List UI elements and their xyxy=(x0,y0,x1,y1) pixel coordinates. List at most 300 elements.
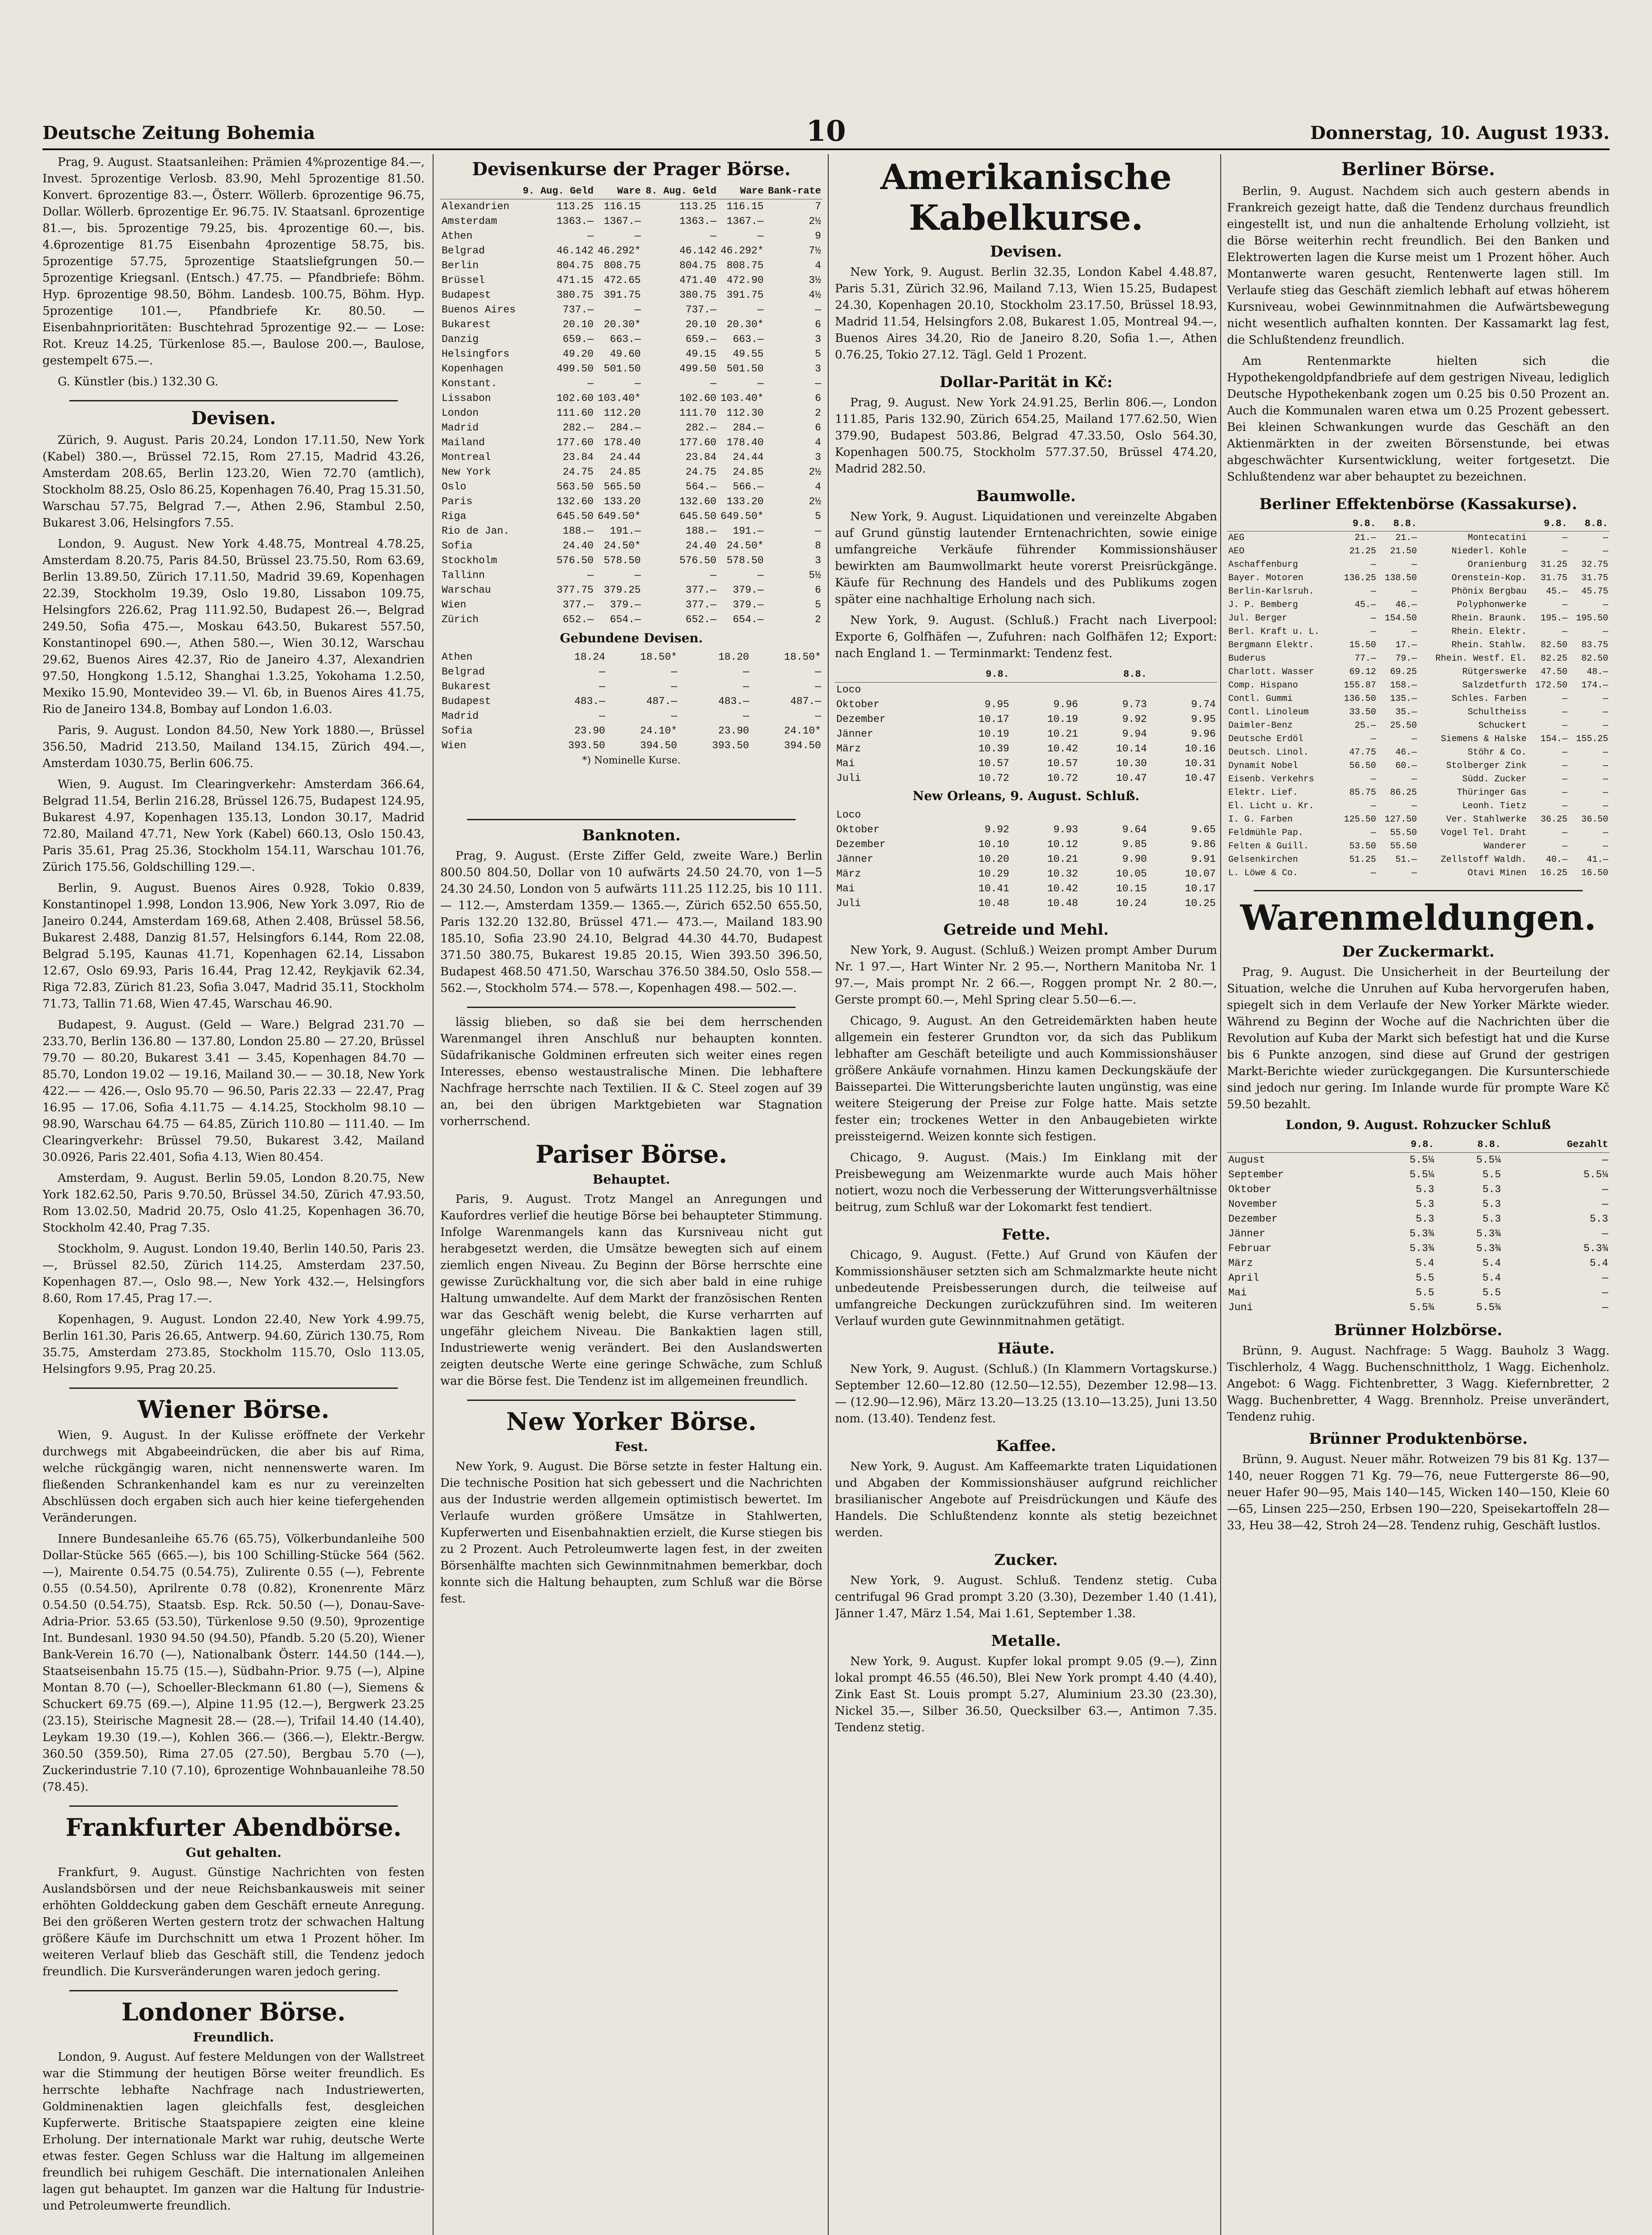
section-heading: Devisenkurse der Prager Börse. xyxy=(472,159,791,180)
table-row xyxy=(440,303,822,317)
section-subheading: Freundlich. xyxy=(193,2030,274,2045)
table-cell xyxy=(1011,808,1079,822)
table-cell: 23.90 xyxy=(574,725,605,737)
table-row xyxy=(440,494,822,509)
table-cell: 10.31 xyxy=(1184,758,1216,769)
article-paragraph: Stockholm, 9. August. London 19.40, Berlin 140.50, Paris 23.—, Brüssel 82.50, Zürich 114.25, Amsterdam 237.50, Kopenhagen 87.—, Oslo 98.—, New York 432.—, Helsingfors 8.60, Rom 17.45, Prag 17.—. xyxy=(42,1242,425,1305)
table-cell: Tallinn xyxy=(442,569,485,581)
table-row xyxy=(440,362,822,376)
table-cell: — xyxy=(634,569,641,581)
article-paragraph: Zürich, 9. August. Paris 20.24, London 17.11.50, New York (Kabel) 380.—, Brüssel 72.15, Rom 27.15, Madrid 43.26, Amsterdam 208.65, Berlin 123.20, Wien 72.70 (amtlich), Stockholm 88.25, Oslo 86.25, Kopenhagen 76.40, Prag 15.31.50, Warschau 57.75, Belgrad 7.—, Athen 2.96, Stambul 2.50, Bukarest 3.06, Helsingfors 7.55. xyxy=(42,434,425,530)
table-cell: 46.292* xyxy=(720,245,764,257)
column-header: 8.8. xyxy=(1079,666,1148,683)
table-row xyxy=(835,867,1217,881)
table-cell: J. P. Bemberg xyxy=(1228,600,1298,610)
table-cell: 18.50* xyxy=(640,651,677,663)
article-paragraph: New York, 9. August. Liquidationen und vereinzelte Abgaben auf Grund günstig lautender Erntenachrichten, sowie einige umfangreiche Verkäufe führender Kommissionshäuser bewirkten am Baumwollmarkt heute vorerst Preisrückgänge. Käufe für Rechnung des Handels und des Publikums zogen später eine nachhaltige Erholung nach sich. xyxy=(835,510,1217,606)
article-paragraph: Brünn, 9. August. Nachfrage: 5 Wagg. Bauholz 3 Wagg. Tischlerholz, 4 Wagg. Buchenschnittholz, 1 Wagg. Eichenholz. Angebot: 6 Wagg. Fichtenbretter, 3 Wagg. Kiefernbretter, 2 Wagg. Buchenbretter, 4 Wagg. Brennholz. Preise unverändert, Tendenz ruhig. xyxy=(1227,1344,1610,1424)
table-cell: 36.50 xyxy=(1581,814,1608,825)
table-cell: 10.10 xyxy=(978,839,1009,850)
article-paragraph: Budapest, 9. August. (Geld — Ware.) Belgrad 231.70 — 233.70, Berlin 136.80 — 137.80, London 25.80 — 27.20, Brüssel 79.70 — 80.20, Bukarest 3.41 — 3.45, Kopenhagen 84.70 — 85.70, London 19.02 — 19.16, Mailand 30.— — 30.18, New York 422.— — 426.—, Oslo 95.70 — 96.50, Paris 22.33 — 22.47, Prag 16.95 — 17.06, Sofia 4.11.75 — 4.14.25, Stockholm 98.10 — 98.90, Warschau 64.75 — 64.85, Zürich 110.80 — 111.40. — Im Clearingverkehr: Brüssel 79.50, Bukarest 3.42, Mailand 30.0926, Paris 22.401, Sofia 4.13, Wien 80.454. xyxy=(42,1018,425,1164)
table-cell: 177.60 xyxy=(679,437,716,448)
section-heading: Amerikanische Kabelkurse. xyxy=(880,157,1172,238)
table-cell: 112.30 xyxy=(726,407,764,419)
section-divider xyxy=(69,400,398,401)
table-cell: 5.4 xyxy=(1482,1272,1501,1284)
table-cell: 5.3 xyxy=(1482,1198,1501,1210)
article-paragraph: London, 9. August. Auf festere Meldungen von der Wallstreet war die Stimmung der heutigen Börse weiter freundlich. Es herrschte lebhafte Nachfrage nach Industriewerten, Goldminenaktien lagen gleichfalls fest, desgleichen Kupferwerte. Britische Staatspapiere zeigten eine kleine Erholung. Der internationale Markt war ruhig, deutsche Werte etwas fester. Gegen Schluss war die Haltung im allgemeinen freundlich bei ruhigem Geschäft. Die internationalen Anleihen lagen gut behauptet. Im ganzen war die Haltung für Industrie- und Petroleumwerte freundlich. xyxy=(42,2050,425,2213)
table-cell: 393.50 xyxy=(568,740,605,751)
table-row xyxy=(835,808,1217,822)
table-cell: 6 xyxy=(815,422,821,434)
table-cell: — xyxy=(671,681,677,692)
table-cell: Belgrad xyxy=(442,245,485,257)
article-paragraph: Amsterdam, 9. August. Berlin 59.05, London 8.20.75, New York 182.62.50, Paris 9.70.50, Brüssel 34.50, Zürich 47.93.50, Rom 13.02.50, Madrid 20.75, Oslo 41.25, Kopenhagen 36.70, Stockholm 42.40, Prag 7.35. xyxy=(42,1172,425,1235)
table-cell: — xyxy=(1602,1184,1608,1195)
table-cell: 10.72 xyxy=(1047,772,1078,784)
table-cell: 645.50 xyxy=(556,510,594,522)
table-cell: Rütgerswerke xyxy=(1462,667,1527,677)
table-cell: 172.50 xyxy=(1535,680,1568,691)
banknotes-section xyxy=(440,827,822,997)
table-cell: El. Licht u. Kr. xyxy=(1228,801,1315,811)
new-york-exchange-section xyxy=(440,1407,822,1607)
column-header xyxy=(1418,517,1528,531)
table-cell: 649.50* xyxy=(597,510,641,522)
table-cell: Konstant. xyxy=(442,378,497,389)
table-cell: 10.39 xyxy=(978,743,1009,755)
table-cell: 379.— xyxy=(733,584,764,596)
table-cell: 9.95 xyxy=(1191,713,1216,725)
table-cell: 17.— xyxy=(1395,640,1417,650)
table-cell: 4 xyxy=(815,260,821,271)
table-cell: 10.21 xyxy=(1047,728,1078,740)
table-row xyxy=(440,583,822,598)
table-cell: Deutsche Erdöl xyxy=(1228,734,1304,744)
table-cell: 10.21 xyxy=(1047,853,1078,865)
table-cell: I. G. Farben xyxy=(1228,814,1293,825)
table-cell: Dezember xyxy=(1228,1213,1278,1225)
table-cell: — xyxy=(1370,801,1376,811)
table-cell: Loco xyxy=(836,809,861,821)
table-row xyxy=(440,465,822,480)
table-row xyxy=(1227,1197,1610,1212)
table-cell: Stolberger Zink xyxy=(1446,761,1527,771)
table-cell: 5 xyxy=(815,510,821,522)
table-cell: 113.25 xyxy=(556,201,594,212)
table-row xyxy=(440,376,822,391)
table-cell: 9.94 xyxy=(1122,728,1147,740)
table-cell: 3½ xyxy=(809,274,821,286)
table-cell: Thüringer Gas xyxy=(1457,788,1527,798)
section-divider xyxy=(69,1990,398,1991)
table-cell: 9.90 xyxy=(1122,853,1147,865)
section-heading: Banknoten. xyxy=(582,827,681,844)
table-cell: — xyxy=(587,230,594,242)
table-cell: — xyxy=(1602,1198,1608,1210)
table-cell: Brüssel xyxy=(442,274,485,286)
article-paragraph: Innere Bundesanleihe 65.76 (65.75), Völkerbundanleihe 500 Dollar-Stücke 565 (665.—), bis 100 Schilling-Stücke 564 (562.—), Mairente 0.54.75 (0.54.75), Zulirente 0.55 (—), Febrente 0.55 (0.54.50), Aprilrente 0.78 (0.82), Kronenrente März 0.54.50 (0.54.75), Staatsb. Esp. Rck. 50.50 (—), Donau-Save-Adria-Prior. 53.65 (53.50), Türkenlose 9.50 (9.50), 9prozentige Int. Bundesanl. 1930 94.50 (94.50), Pfandb. 5.20 (5.20), Wiener Bank-Verein 16.70 (—), Nationalbank Österr. 144.50 (144.—), Staatseisenbahn 15.75 (15.—), Südbahn-Prior. 9.75 (—), Alpine Montan 8.70 (—), Schoeller-Bleckmann 61.80 (—), Siemens & Schuckert 69.75 (69.—), Alpine 11.95 (12.—), Bergwerk 23.25 (23.15), Steirische Magnesit 28.— (28.—), Trifail 14.40 (14.40), Leykam 19.30 (19.—), Kohlen 366.— (366.—), Elektr.-Bergw. 360.50 (359.50), Rima 27.05 (27.50), Bergbau 5.70 (—), Zuckerindustrie 7.10 (7.10), 6prozentige Wohnbauanleihe 78.50 (78.45). xyxy=(42,1532,425,1794)
table-cell: — xyxy=(710,569,716,581)
table-cell: 808.75 xyxy=(603,260,641,271)
sugar-section xyxy=(835,1551,1217,1622)
section-heading: Getreide und Mehl. xyxy=(943,921,1109,939)
table-row xyxy=(440,435,822,450)
bound-currency-table xyxy=(440,650,822,753)
table-cell: Loco xyxy=(836,684,861,696)
table-cell: — xyxy=(587,569,594,581)
table-cell: 282.— xyxy=(562,422,594,434)
table-cell: — xyxy=(1562,788,1568,798)
table-cell: — xyxy=(1370,560,1376,570)
table-cell: — xyxy=(757,304,764,316)
table-cell: 9.85 xyxy=(1122,839,1147,850)
table-cell: Athen xyxy=(442,651,473,663)
table-cell: 113.25 xyxy=(679,201,716,212)
table-row xyxy=(440,244,822,258)
table-cell: 20.30* xyxy=(726,319,764,330)
table-cell: November xyxy=(1228,1198,1278,1210)
table-cell: 23.84 xyxy=(562,451,594,463)
table-row xyxy=(1227,625,1610,639)
table-cell: 6 xyxy=(815,392,821,404)
table-cell: — xyxy=(710,230,716,242)
section-heading: Londoner Börse. xyxy=(121,1998,346,2026)
section-heading: Devisen. xyxy=(191,408,276,429)
table-cell: September xyxy=(1228,1169,1284,1181)
table-row xyxy=(440,665,822,679)
section-divider xyxy=(1254,890,1583,891)
table-cell: Madrid xyxy=(442,422,479,434)
table-cell: 111.60 xyxy=(556,407,594,419)
table-cell: 5 xyxy=(815,599,821,611)
table-cell: 85.75 xyxy=(1349,788,1376,798)
section-divider xyxy=(467,819,796,820)
table-cell: Phönix Bergbau xyxy=(1451,586,1527,597)
table-cell: 284.— xyxy=(733,422,764,434)
table-cell: 394.50 xyxy=(640,740,677,751)
table-cell: — xyxy=(815,304,821,316)
london-exchange-section xyxy=(42,1998,425,2214)
table-cell: 282.— xyxy=(685,422,716,434)
table-cell: 46.142 xyxy=(679,245,716,257)
table-row xyxy=(1227,666,1610,679)
table-cell: 649.50* xyxy=(720,510,764,522)
table-cell: 188.— xyxy=(562,525,594,537)
table-cell: Bayer. Motoren xyxy=(1228,573,1304,583)
section-divider xyxy=(467,1400,796,1401)
table-cell: — xyxy=(1562,546,1568,557)
table-cell: Dynamit Nobel xyxy=(1228,761,1298,771)
table-cell: 116.15 xyxy=(603,201,641,212)
table-cell: 136.50 xyxy=(1344,694,1376,704)
table-cell: 53.50 xyxy=(1349,841,1376,852)
section-heading: Kaffee. xyxy=(996,1437,1056,1455)
table-cell: 5.5¾ xyxy=(1476,1302,1501,1313)
table-cell: — xyxy=(743,710,749,722)
table-cell: Gelsenkirchen xyxy=(1228,855,1298,865)
table-cell: 10.47 xyxy=(1116,772,1147,784)
table-cell: 10.16 xyxy=(1184,743,1216,755)
table-cell: Warschau xyxy=(442,584,491,596)
table-cell: 5.3 xyxy=(1589,1213,1608,1225)
table-cell: 499.50 xyxy=(679,363,716,375)
table-footnote: *) Nominelle Kurse. xyxy=(582,755,681,766)
column-header xyxy=(1148,666,1217,683)
table-cell: Elektr. Lief. xyxy=(1228,788,1298,798)
table-cell: — xyxy=(1411,586,1417,597)
table-cell: — xyxy=(1602,788,1608,798)
table-cell: 24.44 xyxy=(733,451,764,463)
table-cell: 379.25 xyxy=(603,584,641,596)
table-cell: — xyxy=(599,681,605,692)
table-cell: 133.20 xyxy=(603,496,641,507)
table-cell: 737.— xyxy=(685,304,716,316)
column-header: 9.8. xyxy=(1337,517,1378,531)
table-cell: 6 xyxy=(815,319,821,330)
table-cell: Vogel Tel. Draht xyxy=(1441,828,1527,838)
table-cell xyxy=(1079,683,1148,698)
table-cell: 578.50 xyxy=(726,555,764,566)
table-cell: 391.75 xyxy=(603,289,641,301)
table-cell: 25.— xyxy=(1354,721,1376,731)
table-cell: 48.— xyxy=(1586,667,1608,677)
table-cell: Wien xyxy=(442,740,467,751)
table-cell: 2 xyxy=(815,407,821,419)
table-cell: — xyxy=(1562,801,1568,811)
table-row xyxy=(1227,1212,1610,1227)
table-row xyxy=(1227,800,1610,813)
table-row xyxy=(1227,558,1610,572)
table-cell: 808.75 xyxy=(726,260,764,271)
table-cell: 9.96 xyxy=(1191,728,1216,740)
table-row xyxy=(835,896,1217,911)
table-cell: 377.— xyxy=(685,599,716,611)
table-cell: — xyxy=(671,710,677,722)
table-cell: — xyxy=(1602,546,1608,557)
article-paragraph: Am Rentenmarkte hielten sich die Hypothekengoldpfandbriefe auf dem gestrigen Niveau, lediglich Deutsche Hypothekenbank zogen um 0.25 bis 0.50 Prozent an. Auch die Kommunalen waren etwa um 0.25 Prozent gebessert. Bei kleinen Schwankungen wurde das Geschäft an den Aktienmärkten in der zweiten Börsenstunde, bei etwas abgeschwächter Kursentwicklung, weiter fortgesetzt. Die Schlußtendenz war aber behauptet zu bezeichnen. xyxy=(1227,354,1610,484)
column-1 xyxy=(42,154,425,2235)
table-cell: — xyxy=(815,378,821,389)
table-row xyxy=(440,199,822,215)
table-row xyxy=(1227,531,1610,545)
table-cell: Juli xyxy=(836,772,861,784)
column-header xyxy=(1011,666,1079,683)
table-cell: — xyxy=(743,666,749,678)
table-cell: Daimler-Benz xyxy=(1228,721,1293,731)
table-cell: 5.3 xyxy=(1416,1198,1434,1210)
article-paragraph: Kopenhagen, 9. August. London 22.40, New York 4.99.75, Berlin 161.30, Paris 26.65, Antwerp. 94.60, Zürich 130.75, Rom 35.75, Amsterdam 273.85, Stockholm 115.70, Oslo 113.05, Helsingfors 9.95, Prag 20.25. xyxy=(42,1313,425,1376)
table-row xyxy=(835,712,1217,727)
section-divider xyxy=(69,1387,398,1389)
table-cell: 5.5 xyxy=(1416,1272,1434,1284)
table-cell: 10.57 xyxy=(978,758,1009,769)
table-cell: 23.84 xyxy=(685,451,716,463)
table-cell: 86.25 xyxy=(1390,788,1417,798)
table-cell: 5.3¾ xyxy=(1409,1228,1434,1240)
table-row xyxy=(835,742,1217,756)
table-cell: 483.— xyxy=(574,696,605,707)
table-cell: August xyxy=(1228,1154,1265,1166)
table-row xyxy=(1227,612,1610,625)
table-cell: 565.50 xyxy=(603,481,641,493)
table-cell: — xyxy=(1370,586,1376,597)
section-heading: Warenmeldungen. xyxy=(1240,898,1597,938)
table-cell: Jänner xyxy=(1228,1228,1265,1240)
table-cell: 49.15 xyxy=(685,348,716,360)
table-row xyxy=(835,727,1217,742)
table-cell: 79.— xyxy=(1395,654,1417,664)
table-row xyxy=(1227,585,1610,599)
table-row xyxy=(440,450,822,465)
table-cell: 16.50 xyxy=(1581,868,1608,878)
foreign-exchange-section xyxy=(42,408,425,1378)
table-cell: 178.40 xyxy=(603,437,641,448)
table-cell: Alexandrien xyxy=(442,201,510,212)
table-cell: 10.42 xyxy=(1047,883,1078,894)
table-cell: 377.— xyxy=(562,599,594,611)
table-cell: Siemens & Halske xyxy=(1441,734,1527,744)
table-cell: L. Löwe & Co. xyxy=(1228,868,1298,878)
table-cell: Sofia xyxy=(442,725,473,737)
article-paragraph: Paris, 9. August. London 84.50, New York 1880.—, Brüssel 356.50, Madrid 213.50, Mailand 134.15, Zürich 494.—, Amsterdam 1030.75, Berlin 606.75. xyxy=(42,724,425,770)
table-cell: 132.60 xyxy=(679,496,716,507)
table-cell: Mailand xyxy=(442,437,485,448)
table-row xyxy=(440,612,822,627)
table-row xyxy=(1227,599,1610,612)
table-cell: 3 xyxy=(815,333,821,345)
article-paragraph: New York, 9. August. Schluß. Tendenz stetig. Cuba centrifugal 96 Grad prompt 3.20 (3.30), Dezember 1.40 (1.41), Jänner 1.47, März 1.54, Mai 1.61, September 1.38. xyxy=(835,1574,1217,1620)
page-header xyxy=(42,113,1610,150)
table-cell: 82.25 xyxy=(1540,654,1568,664)
table-row xyxy=(440,214,822,229)
table-cell: 3 xyxy=(815,451,821,463)
table-cell: Schuckert xyxy=(1478,721,1527,731)
column-header: 8.8. xyxy=(1378,517,1418,531)
table-cell: 56.50 xyxy=(1349,761,1376,771)
table-cell: 10.24 xyxy=(1116,898,1147,909)
table-cell: 51.25 xyxy=(1349,855,1376,865)
article-paragraph: London, 9. August. New York 4.48.75, Montreal 4.78.25, Amsterdam 8.20.75, Paris 84.50, Brüssel 23.75.50, Rom 63.69, Berlin 13.89.50, Zürich 17.11.50, Madrid 39.69, Kopenhagen 22.39, Stockholm 19.39, Oslo 19.80, Lissabon 109.75, Helsingfors 226.62, Prag 111.92.50, Budapest 26.—, Belgrad 249.50, Sofia 475.—, Moskau 643.50, Bukarest 557.50, Konstantinopel 690.—, Athen 580.—, Wien 30.12, Warschau 29.62, Buenos Aires 42.37, Rio de Janeiro 4.37, Alexandrien 97.50, Hongkong 1.5.12, Shanghai 1.3.25, Yokohama 1.2.50, Mexiko 15.90, Montevideo 39.— Vl. 6b, in Buenos Aires 41.75, Rio de Janeiro 134.8, Bombay auf London 1.6.03. xyxy=(42,537,425,716)
table-cell: — xyxy=(599,666,605,678)
table-cell: 5.3¾ xyxy=(1583,1243,1608,1254)
table-row xyxy=(440,273,822,288)
column-header: 9. Aug. Geld xyxy=(519,183,595,199)
table-cell: AEG xyxy=(1228,533,1245,543)
table-row xyxy=(440,524,822,539)
table-cell: Berlin xyxy=(442,260,479,271)
table-cell: — xyxy=(1602,721,1608,731)
table-row xyxy=(835,771,1217,786)
column-header: 9.8. xyxy=(1528,517,1569,531)
table-cell: London xyxy=(442,407,479,419)
table-cell: — xyxy=(1562,533,1568,543)
section-heading: Der Zuckermarkt. xyxy=(1342,943,1495,961)
table-cell: 21.— xyxy=(1354,533,1376,543)
cotton-table xyxy=(835,666,1217,786)
table-row xyxy=(440,553,822,568)
table-cell: 5.5 xyxy=(1416,1287,1434,1299)
column-header: 8.8. xyxy=(1436,1137,1502,1153)
article-paragraph: Prag, 9. August. (Erste Ziffer Geld, zweite Ware.) Berlin 800.50 804.50, Dollar von 10 aufwärts 24.50 24.70, von 1—5 24.30 24.50, London von 5 aufwärts 111.25 112.25, bis 10 111.— 112.—, Amsterdam 1359.— 1365.—, Zürich 652.50 655.50, Paris 132.20 132.80, Brüssel 471.— 473.—, Mailand 183.90 185.10, Sofia 23.90 24.10, Belgrad 44.30 44.70, Budapest 371.50 380.75, Bukarest 19.85 20.15, Wien 393.50 396.50, Budapest 468.50 471.50, Warschau 376.50 384.50, Oslo 558.— 562.—, Stockholm 574.— 578.—, Kopenhagen 498.— 502.—. xyxy=(440,849,822,995)
table-cell: 5.5 xyxy=(1482,1287,1501,1299)
table-cell: 5.4 xyxy=(1416,1257,1434,1269)
table-cell: 9 xyxy=(815,230,821,242)
table-cell: — xyxy=(1602,600,1608,610)
table-row xyxy=(1227,1300,1610,1315)
table-cell: 659.— xyxy=(562,333,594,345)
table-cell: Juli xyxy=(836,898,861,909)
table-cell: 9.92 xyxy=(984,824,1009,835)
table-cell: 471.15 xyxy=(556,274,594,286)
column-header: 8.8. xyxy=(1569,517,1610,531)
table-row xyxy=(1227,840,1610,853)
table-cell: 393.50 xyxy=(712,740,749,751)
table-row xyxy=(1227,679,1610,692)
table-cell: 20.30* xyxy=(603,319,641,330)
table-row xyxy=(1227,813,1610,827)
table-cell: 8 xyxy=(815,540,821,552)
table-cell: — xyxy=(743,681,749,692)
article-paragraph: lässig blieben, so daß sie bei dem herrschenden Warenmangel ihren Anschluß nur behaupten konnten. Südafrikanische Goldminen erfreuten sich weiter eines regen Interesses, ebenso westaustralische Minen. Die lebhaftere Nachfrage herrschte nach Textilien. II & C. Steel zogen auf 39 an, bei den übrigen Marktgebieten war Stagnation vorherrschend. xyxy=(440,1016,822,1128)
table-row xyxy=(1227,1286,1610,1300)
table-cell: 578.50 xyxy=(603,555,641,566)
table-cell: 394.50 xyxy=(784,740,821,751)
table-row xyxy=(440,724,822,738)
table-cell: 663.— xyxy=(733,333,764,345)
table-cell: — xyxy=(1370,627,1376,637)
table-row xyxy=(835,756,1217,771)
table-row xyxy=(1227,773,1610,786)
paris-exchange-section xyxy=(440,1140,822,1390)
table-cell: 18.20 xyxy=(718,651,749,663)
table-row xyxy=(440,509,822,524)
table-row xyxy=(1227,853,1610,867)
table-cell: Buderus xyxy=(1228,654,1266,664)
table-cell: 10.32 xyxy=(1047,868,1078,880)
table-cell: Oktober xyxy=(1228,1184,1272,1195)
table-cell: 5.3 xyxy=(1416,1184,1434,1195)
table-cell: 10.17 xyxy=(978,713,1009,725)
table-cell: Lissabon xyxy=(442,392,491,404)
table-cell: — xyxy=(1370,734,1376,744)
table-cell: Südd. Zucker xyxy=(1462,774,1527,784)
table-row xyxy=(440,679,822,694)
table-cell: Schles. Farben xyxy=(1451,694,1527,704)
table-cell: — xyxy=(1602,1154,1608,1166)
table-cell: 45.75 xyxy=(1581,586,1608,597)
table-cell: 645.50 xyxy=(679,510,716,522)
table-cell: 487.— xyxy=(646,696,677,707)
table-row xyxy=(1227,545,1610,558)
table-cell: 5.5¼ xyxy=(1583,1169,1608,1181)
table-row xyxy=(440,709,822,724)
table-cell: 15.50 xyxy=(1349,640,1376,650)
table-cell: 659.— xyxy=(685,333,716,345)
table-subheading: London, 9. August. Rohzucker Schluß xyxy=(1285,1118,1551,1132)
table-cell: Mai xyxy=(836,883,855,894)
table-cell: 804.75 xyxy=(556,260,594,271)
table-cell: Stockholm xyxy=(442,555,497,566)
frankfurt-exchange-section xyxy=(42,1813,425,1980)
table-row xyxy=(1227,652,1610,666)
table-cell: 10.42 xyxy=(1047,743,1078,755)
article-paragraph: G. Künstler (bis.) 132.30 G. xyxy=(58,375,219,388)
table-cell: 10.14 xyxy=(1116,743,1147,755)
table-cell: 564.— xyxy=(685,481,716,493)
table-cell: Jänner xyxy=(836,853,873,865)
table-row xyxy=(1227,1227,1610,1241)
